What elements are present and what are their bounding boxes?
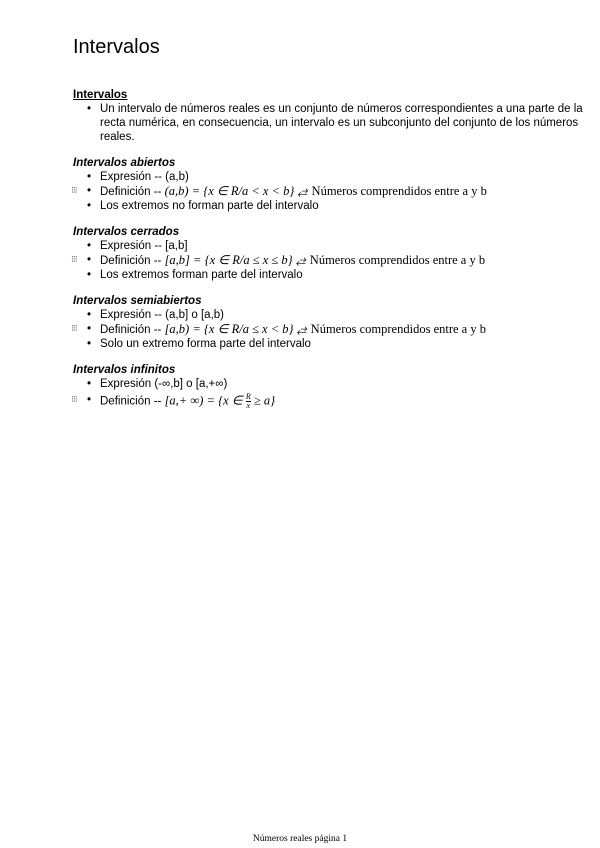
equation-anchor-icon[interactable]: ⁝⁝⁝ (71, 324, 77, 334)
intro-heading: Intervalos (73, 89, 128, 101)
note-text: Los extremos forman parte del intervalo (100, 269, 303, 281)
section-heading-infinitos: Intervalos infinitos (73, 364, 176, 376)
list-item (73, 308, 595, 322)
bullet-icon: • (87, 309, 92, 321)
expresion-text: Expresión -- (a,b] o [a,b) (100, 309, 224, 321)
page-footer: Números reales página 1 (252, 834, 348, 844)
equation-anchor-icon[interactable]: ⁝⁝⁝ (71, 395, 77, 405)
list-item (73, 322, 595, 337)
expresion-text: Expresión -- (a,b) (100, 171, 189, 183)
list-item (73, 170, 595, 184)
section-heading-cerrados: Intervalos cerrados (73, 226, 180, 238)
definicion-desc: Números comprendidos entre a y b (310, 322, 486, 336)
bullet-icon: • (87, 338, 92, 350)
definicion-prefix: Definición -- (100, 255, 165, 267)
section-list-semiabiertos (73, 308, 595, 351)
definicion-math: [a,b) = {x ∈ R/a ≤ x < b} ⥄ (164, 322, 307, 336)
section-heading-abiertos: Intervalos abiertos (73, 157, 176, 169)
list-item (73, 239, 595, 253)
section-list-abiertos (73, 170, 595, 213)
definicion-math-b: ≥ a} (250, 393, 276, 408)
list-item (73, 184, 595, 199)
equation-anchor-icon[interactable]: ⁝⁝⁝ (71, 186, 77, 196)
definicion-prefix: Definición -- (100, 324, 165, 336)
list-item (73, 393, 595, 410)
list-item (73, 253, 595, 268)
bullet-icon: • (87, 185, 92, 197)
expresion-text: Expresión -- [a,b] (100, 240, 188, 252)
section-list-cerrados (73, 239, 595, 282)
bullet-icon: • (87, 240, 92, 252)
list-item (73, 199, 595, 213)
definicion-desc: Números comprendidos entre a y b (311, 184, 487, 198)
definicion-prefix: Definición -- (100, 395, 165, 408)
equation-anchor-icon[interactable]: ⁝⁝⁝ (71, 255, 77, 265)
intro-list (73, 102, 595, 144)
definicion-math: [a,b] = {x ∈ R/a ≤ x ≤ b} ⥄ (164, 253, 306, 267)
bullet-icon: • (87, 269, 92, 281)
bullet-icon: • (87, 171, 92, 183)
section-heading-semiabiertos: Intervalos semiabiertos (73, 295, 202, 307)
section-list-infinitos (73, 377, 595, 410)
page-title: Intervalos (73, 36, 160, 58)
fraction-denominator: x (246, 401, 251, 410)
definicion-desc: Números comprendidos entre a y b (309, 253, 486, 267)
list-item (73, 268, 595, 282)
note-text: Los extremos no forman parte del intervalo (100, 200, 319, 212)
bullet-icon: • (87, 394, 92, 406)
bullet-icon: • (87, 378, 92, 390)
definicion-math-a: [a,+ ∞) = {x ∈ (164, 393, 246, 408)
intro-text: Un intervalo de números reales es un conjunto de números correspondientes a una parte de la recta numérica, en consecuencia, un intervalo es un subconjunto del conjunto de los números reales. (100, 103, 583, 143)
bullet-icon: • (87, 200, 92, 212)
list-item (73, 377, 595, 391)
bullet-icon: • (87, 323, 92, 335)
expresion-text: Expresión (-∞,b] o [a,+∞) (100, 378, 228, 390)
list-item (73, 102, 595, 144)
bullet-icon: • (87, 254, 92, 266)
definicion-math: (a,b) = {x ∈ R/a < x < b} ⥄ (164, 184, 308, 198)
bullet-icon: • (87, 103, 92, 115)
note-text: Solo un extremo forma parte del intervalo (100, 338, 311, 350)
document-body (73, 88, 595, 410)
list-item (73, 337, 595, 351)
definicion-prefix: Definición -- (100, 186, 165, 198)
fraction-numerator: R (245, 392, 251, 401)
